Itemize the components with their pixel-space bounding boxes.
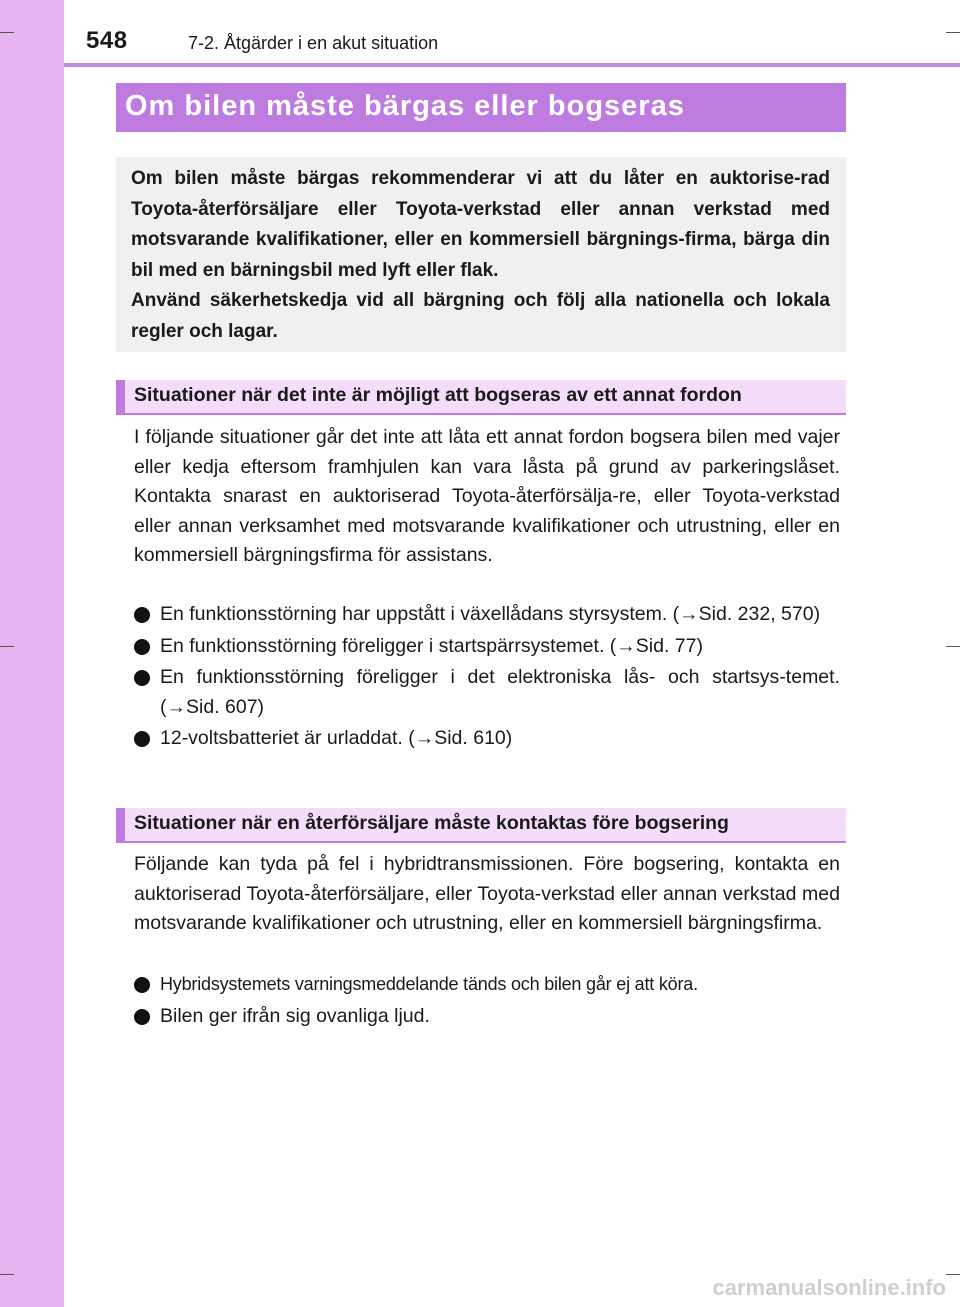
list-item-text: Hybridsystemets varningsmeddelande tänds och bilen går ej att köra.	[160, 974, 698, 994]
body-paragraph: Följande kan tyda på fel i hybridtransmissionen. Före bogsering, kontakta en auktoriserad Toyota-återförsäljare, eller Toyota-verkstad eller annan verkstad med motsvarande kvalifikationer och utrustning, eller en kommersiell bärgningsfirma.	[134, 853, 840, 934]
bullet-icon	[134, 731, 150, 747]
bullet-list	[134, 600, 840, 756]
page-number: 548	[86, 27, 128, 54]
header-rule	[64, 63, 960, 67]
list-item	[134, 1002, 840, 1032]
intro-paragraph: Om bilen måste bärgas rekommenderar vi att du låter en auktorise-rad Toyota-återförsäljare eller Toyota-verkstad eller annan verkstad med motsvarande kvalifikationer, eller en kommersiell bärgnings-firma, bärga din bil med en bärningsbil med lyft eller flak.	[131, 168, 830, 281]
list-item	[134, 600, 840, 630]
list-item	[134, 970, 840, 1000]
list-item-text: Bilen ger ifrån sig ovanliga ljud.	[160, 1004, 430, 1027]
bullet-icon	[134, 639, 150, 655]
watermark: carmanualsonline.info	[712, 1275, 946, 1300]
list-item-text: 12-voltsbatteriet är urladdat. (→Sid. 610)	[160, 727, 513, 749]
intro-paragraph: Använd säkerhetskedja vid all bärgning och följ alla nationella och lokala regler och lagar.	[131, 290, 830, 342]
crop-mark	[0, 1274, 14, 1275]
crop-mark	[0, 32, 14, 33]
bullet-icon	[134, 607, 150, 623]
crop-mark	[946, 1274, 960, 1275]
subsection-heading: Situationer när en återförsäljare måste kontaktas före bogsering	[116, 808, 846, 843]
list-item	[134, 663, 840, 722]
crop-mark	[946, 646, 960, 647]
bullet-icon	[134, 670, 150, 686]
bullet-icon	[134, 1009, 150, 1025]
bullet-icon	[134, 977, 150, 993]
crop-mark	[946, 32, 960, 33]
intro-box	[116, 157, 846, 352]
section-title: Om bilen måste bärgas eller bogseras	[116, 83, 846, 132]
chapter-title: 7-2. Åtgärder i en akut situation	[188, 33, 439, 53]
list-item-text: En funktionsstörning har uppstått i växellådans styrsystem. (→Sid. 232, 570)	[160, 603, 821, 625]
subsection-heading: Situationer när det inte är möjligt att bogseras av ett annat fordon	[116, 380, 846, 415]
list-item	[134, 724, 840, 754]
crop-mark	[0, 646, 14, 647]
list-item-text: En funktionsstörning föreligger i det elektroniska lås- och startsys-temet. (→Sid. 607)	[160, 666, 840, 718]
bullet-list	[134, 970, 840, 1033]
list-item	[134, 632, 840, 662]
list-item-text: En funktionsstörning föreligger i startspärrsystemet. (→Sid. 77)	[160, 634, 703, 657]
side-color-band	[0, 0, 64, 1307]
body-paragraph: I följande situationer går det inte att låta ett annat fordon bogsera bilen med vajer eller kedja eftersom framhjulen kan vara låsta på grund av parkeringslåset. Kontakta snarast en auktoriserad Toyota-återförsälja-re, eller Toyota-verkstad eller annan verksamhet med motsvarande kvalifikationer och utrustning, eller en kommersiell bärgningsfirma för assistans.	[134, 426, 840, 566]
